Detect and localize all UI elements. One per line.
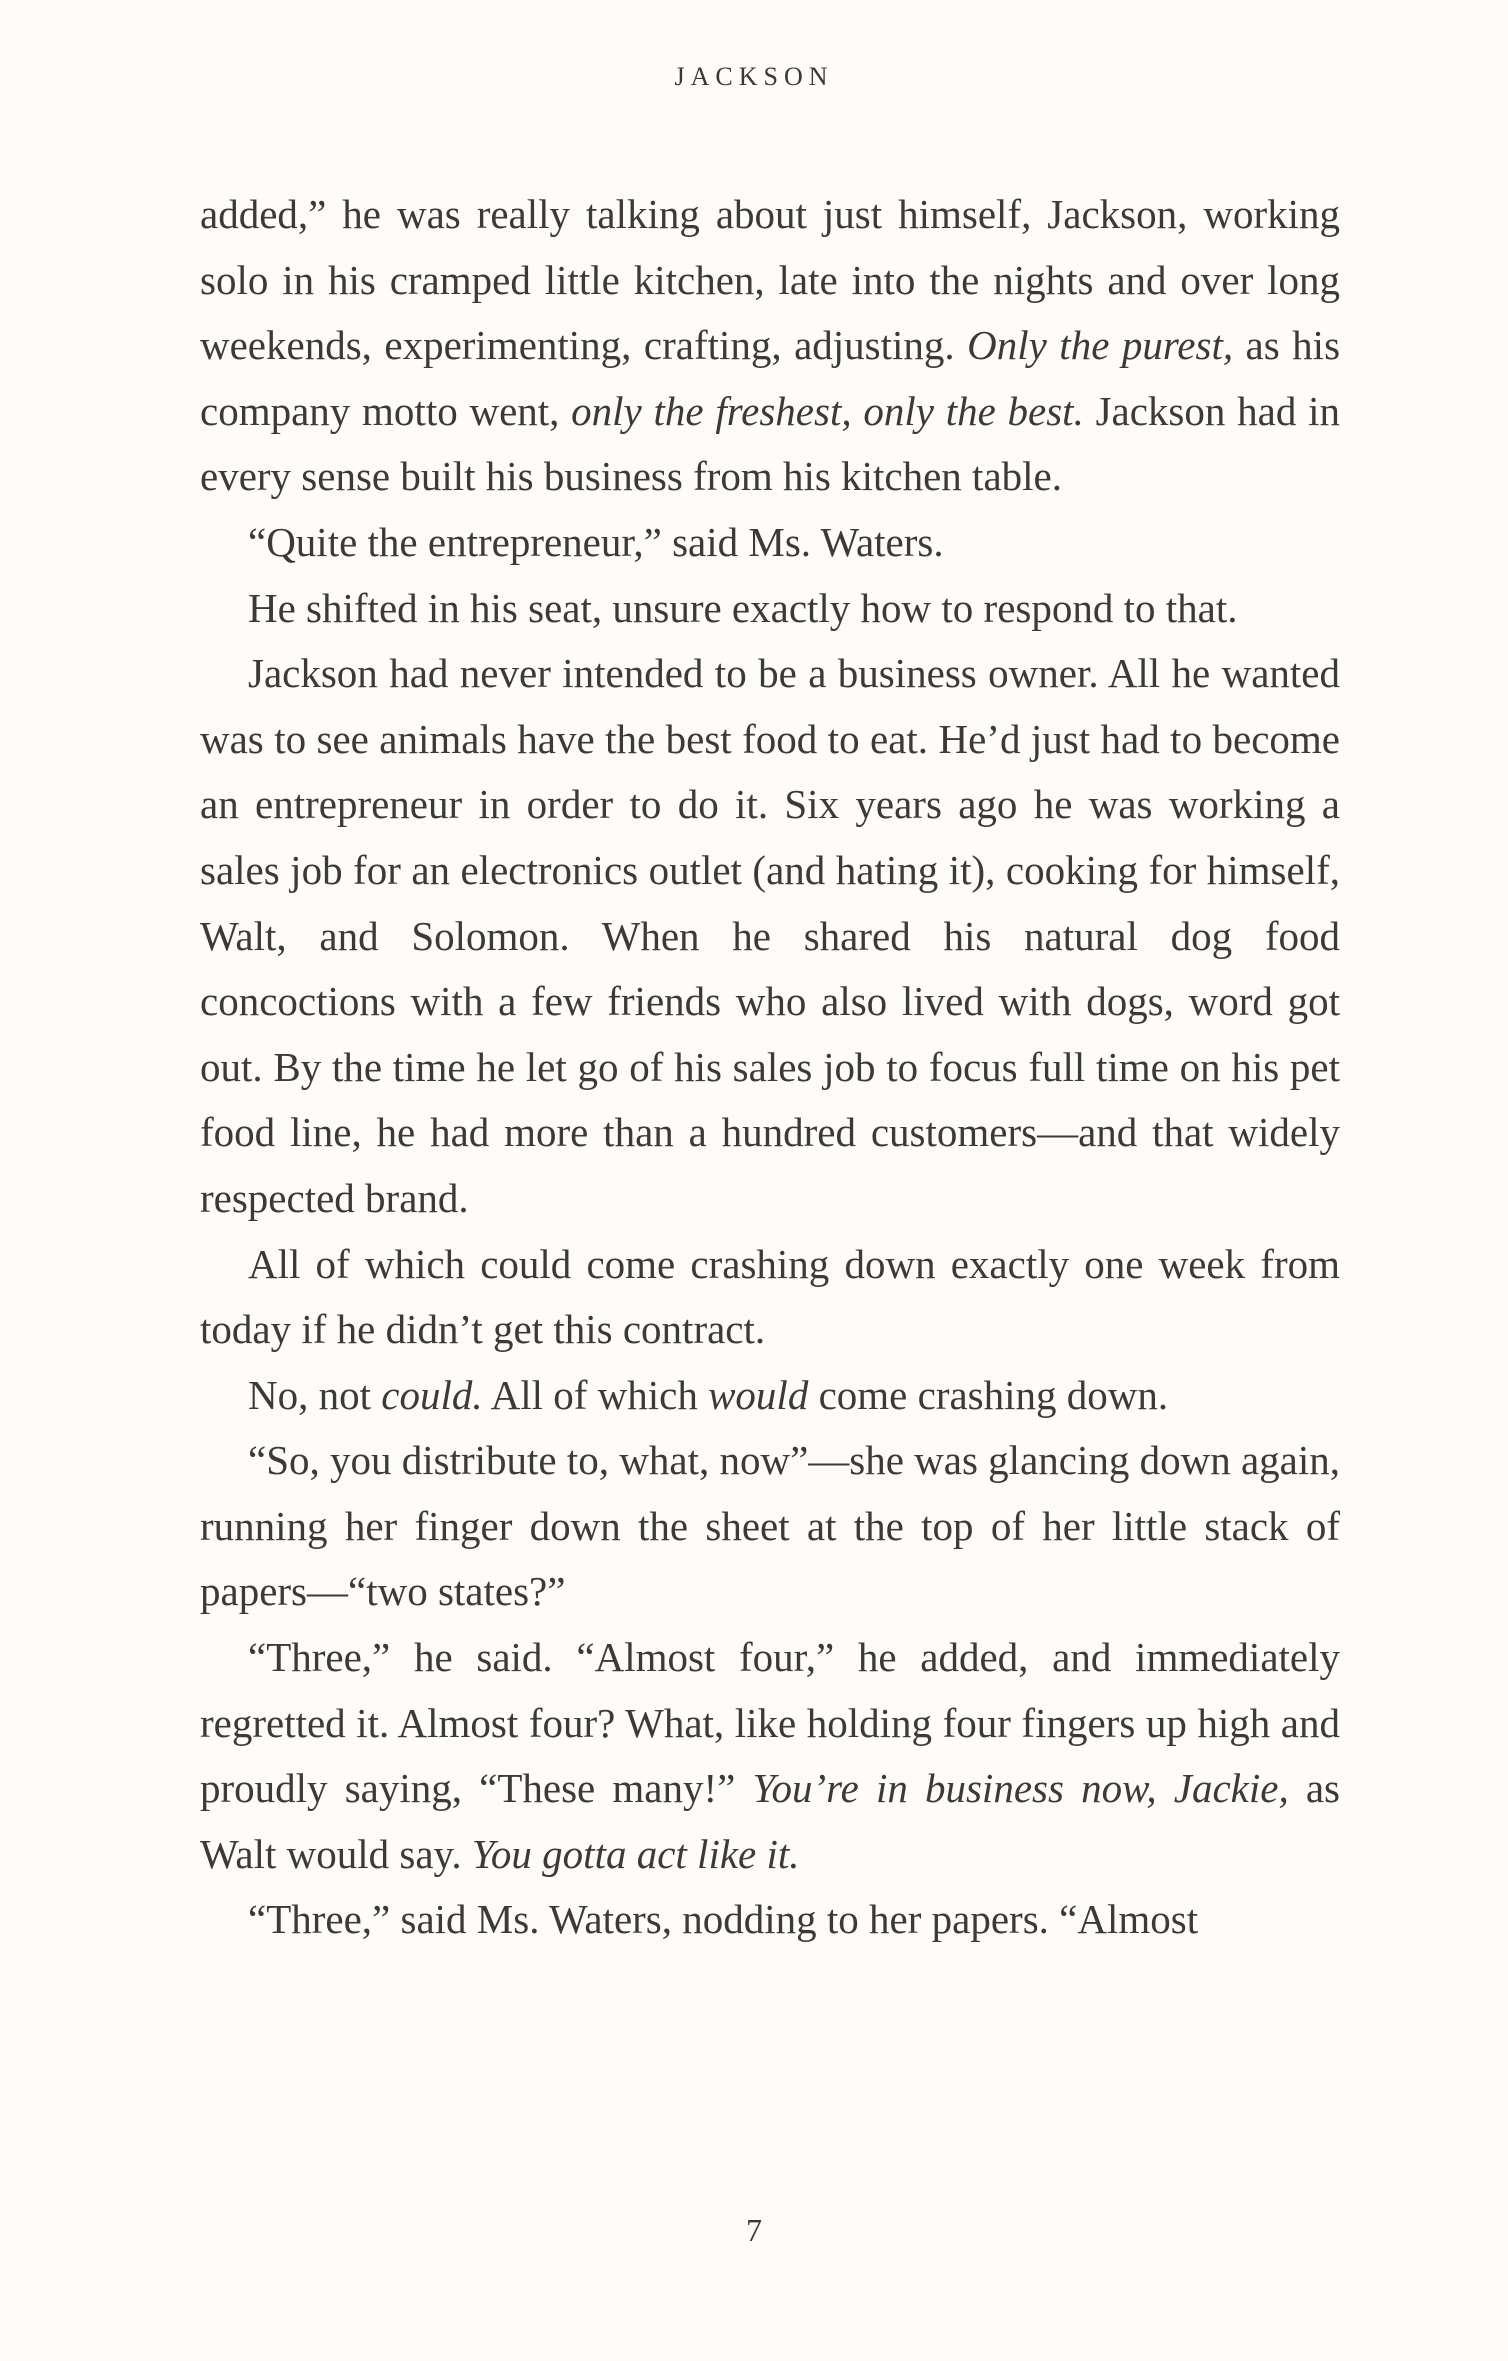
paragraph — [200, 576, 1340, 642]
italic-text: You’re in business now, Jackie, — [752, 1765, 1289, 1812]
paragraph — [200, 510, 1340, 576]
text-run: All of which — [482, 1371, 709, 1418]
paragraph — [200, 1625, 1340, 1887]
text-run: No, not — [248, 1371, 382, 1418]
paragraph — [200, 1428, 1340, 1625]
paragraph — [200, 641, 1340, 1231]
body-text — [200, 182, 1340, 1953]
page-number: 7 — [746, 2212, 762, 2248]
italic-text: could. — [381, 1371, 483, 1418]
italic-text: would — [708, 1371, 809, 1418]
text-run: All of which could come crashing down exactly one week from today if he didn’t get this contract. — [200, 1240, 1340, 1353]
text-run: “Three,” he said. “Almost four,” he added, and immediately regretted it. Almost four? What, like holding four fingers up high and proudly saying, “These many!” — [200, 1634, 1340, 1812]
paragraph — [200, 182, 1340, 510]
text-run: He shifted in his seat, unsure exactly how to respond to that. — [248, 584, 1238, 631]
paragraph — [200, 1363, 1340, 1429]
text-run: “Three,” said Ms. Waters, nodding to her papers. “Almost — [248, 1896, 1199, 1943]
paragraph — [200, 1887, 1340, 1953]
italic-text: Only the purest, — [967, 322, 1234, 369]
italic-text: only the freshest, only the best. — [571, 387, 1084, 434]
text-run: “Quite the entrepreneur,” said Ms. Waters. — [248, 518, 944, 565]
text-run: as Walt would say. — [200, 1765, 1341, 1877]
text-run: come crashing down. — [808, 1371, 1169, 1418]
running-head: JACKSON — [674, 62, 834, 91]
paragraph — [200, 1232, 1340, 1363]
text-run: Jackson had in every sense built his business from his kitchen table. — [200, 387, 1340, 500]
italic-text: You gotta act like it. — [471, 1830, 800, 1877]
text-run: “So, you distribute to, what, now”—she was glancing down again, running her finger down the sheet at the top of her little stack of papers—“two states?” — [200, 1437, 1341, 1615]
text-run: as his company motto went, — [200, 322, 1341, 434]
text-run: Jackson had never intended to be a business owner. All he wanted was to see animals have the best food to eat. He’d just had to become an entrepreneur in order to do it. Six years ago he was working a sales job for an electronics outlet (and hating it), cooking for himself, Walt, and Solomon. When he shared his natural dog food concoctions with a few friends who also lived with dogs, word got out. By the time he let go of his sales job to focus full time on his pet food line, he had more than a hundred customers—and that widely respected brand. — [200, 650, 1340, 1221]
text-run: added,” he was really talking about just himself, Jackson, working solo in his cramped little kitchen, late into the nights and over long weekends, experimenting, crafting, adjusting. — [200, 191, 1340, 369]
